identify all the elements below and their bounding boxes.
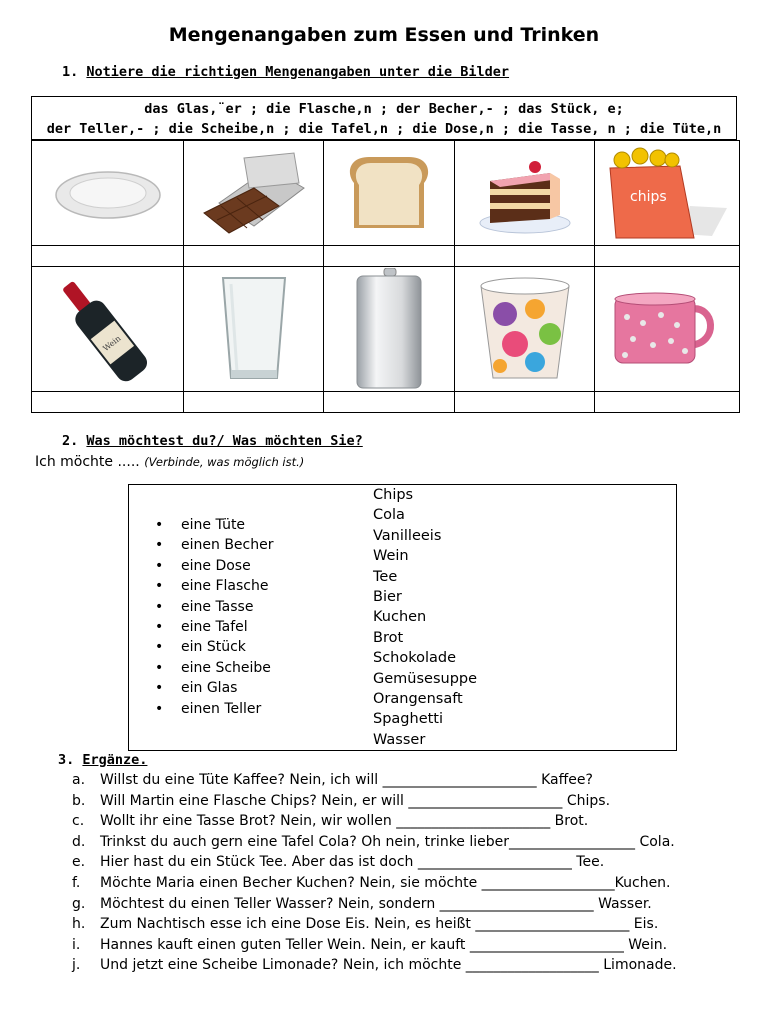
quantity-item: • ein Glas	[155, 678, 273, 698]
answer-cell[interactable]	[184, 246, 324, 267]
quantity-item: • ein Stück	[155, 637, 273, 657]
quantity-list	[155, 515, 273, 719]
picture-cell-chocolate	[184, 141, 324, 246]
mug-icon	[607, 289, 727, 369]
vocab-line-1: das Glas,¨er ; die Flasche,n ; der Becher,- ; das Stück, e;	[144, 101, 624, 117]
exercise-item-text[interactable]: Willst du eine Tüte Kaffee? Nein, ich will ______________________ Kaffee?	[100, 772, 593, 788]
exercise-item-letter: e.	[72, 854, 86, 871]
wine-label-text: Wein	[100, 333, 123, 353]
section-3-number: 3.	[58, 752, 75, 768]
exercise-3-list	[72, 770, 762, 976]
food-item: Wein	[373, 548, 409, 565]
answer-cell[interactable]	[455, 392, 595, 413]
answer-cell[interactable]	[595, 246, 740, 267]
prompt-hint: (Verbinde, was möglich ist.)	[144, 455, 305, 469]
picture-cell-glass	[184, 267, 324, 392]
exercise-item-text[interactable]: Möchtest du einen Teller Wasser? Nein, sondern ______________________ Wasser.	[100, 895, 652, 912]
chips-bag-icon	[602, 146, 732, 241]
exercise-item-letter: h.	[72, 916, 86, 933]
section-3-heading-text: Ergänze.	[82, 752, 148, 768]
picture-cell-plate	[32, 141, 184, 246]
exercise-item	[72, 852, 762, 873]
wine-bottle-icon	[48, 272, 168, 387]
section-2-heading	[62, 433, 363, 449]
food-item: Wasser	[373, 731, 426, 748]
exercise-item-text[interactable]: Hier hast du ein Stück Tee. Aber das ist doch ______________________ Tee.	[100, 854, 605, 871]
exercise-item	[72, 955, 762, 976]
glass-icon	[219, 274, 289, 384]
food-item: Kuchen	[373, 609, 427, 626]
food-item: Tee	[373, 568, 398, 585]
food-item: Orangensaft	[373, 690, 463, 707]
exercise-item-letter: j.	[72, 957, 81, 974]
section-2-prompt	[35, 454, 304, 470]
answer-cell[interactable]	[32, 246, 184, 267]
exercise-item-text[interactable]: Und jetzt eine Scheibe Limonade? Nein, ich möchte ___________________ Limonade.	[100, 957, 677, 974]
section-3-heading	[58, 752, 147, 768]
picture-cell-cake	[455, 141, 595, 246]
food-item: Vanilleeis	[373, 527, 442, 544]
quantity-item: • eine Dose	[155, 556, 273, 576]
exercise-item-letter: f.	[72, 874, 81, 891]
exercise-item	[72, 935, 762, 956]
exercise-item	[72, 791, 762, 812]
picture-cell-can	[324, 267, 455, 392]
exercise-item-letter: d.	[72, 833, 86, 850]
answer-cell[interactable]	[184, 392, 324, 413]
quantity-item: • eine Flasche	[155, 576, 273, 596]
picture-cell-cup	[455, 267, 595, 392]
quantity-item: • einen Becher	[155, 535, 273, 555]
vocab-line-2: der Teller,- ; die Scheibe,n ; die Tafel,n ; die Dose,n ; die Tasse, n ; die Tüte,n	[46, 121, 722, 137]
exercise-item	[72, 770, 762, 791]
quantity-item: • eine Tasse	[155, 597, 273, 617]
matching-box	[128, 484, 677, 751]
exercise-item-text[interactable]: Wollt ihr eine Tasse Brot? Nein, wir wollen ______________________ Brot.	[100, 813, 589, 830]
quantity-item: • einen Teller	[155, 699, 273, 719]
exercise-item	[72, 894, 762, 915]
vocabulary-box	[31, 96, 737, 140]
cake-piece-icon	[475, 151, 575, 236]
paper-cup-icon	[475, 274, 575, 384]
quantity-item: • eine Scheibe	[155, 658, 273, 678]
food-item: Brot	[373, 629, 404, 646]
exercise-item	[72, 832, 762, 853]
section-2-number: 2.	[62, 433, 79, 449]
food-item: Schokolade	[373, 650, 457, 667]
prompt-text: Ich möchte .....	[35, 454, 140, 470]
food-list	[373, 485, 477, 750]
section-1-number: 1.	[62, 64, 79, 80]
plate-icon	[53, 163, 163, 223]
section-1-heading	[62, 64, 509, 80]
food-item: Cola	[373, 507, 405, 524]
food-item: Bier	[373, 588, 402, 605]
exercise-item-text[interactable]: Will Martin eine Flasche Chips? Nein, er will ______________________ Chips.	[100, 792, 611, 809]
exercise-item-text[interactable]: Trinkst du auch gern eine Tafel Cola? Oh nein, trinke lieber__________________ Cola.	[100, 833, 675, 850]
picture-cell-chips	[595, 141, 740, 246]
answer-cell[interactable]	[455, 246, 595, 267]
chocolate-bar-icon	[199, 148, 309, 238]
answer-cell[interactable]	[324, 246, 455, 267]
answer-cell[interactable]	[32, 392, 184, 413]
answer-cell[interactable]	[595, 392, 740, 413]
exercise-item	[72, 914, 762, 935]
picture-cell-mug	[595, 267, 740, 392]
quantity-item: • eine Tüte	[155, 515, 273, 535]
picture-grid	[31, 140, 740, 413]
exercise-item-text[interactable]: Möchte Maria einen Becher Kuchen? Nein, sie möchte ___________________Kuchen.	[100, 874, 671, 891]
bread-slice-icon	[344, 153, 434, 233]
exercise-item-letter: g.	[72, 895, 86, 912]
exercise-item	[72, 873, 762, 894]
section-1-heading-text: Notiere die richtigen Mengenangaben unter die Bilder	[86, 64, 510, 80]
chips-bag-text: chips	[630, 188, 667, 205]
exercise-item	[72, 811, 762, 832]
food-item: Gemüsesuppe	[373, 670, 478, 687]
exercise-item-letter: c.	[72, 813, 85, 830]
exercise-item-text[interactable]: Zum Nachtisch esse ich eine Dose Eis. Nein, es heißt ______________________ Eis.	[100, 916, 659, 933]
picture-cell-bread	[324, 141, 455, 246]
food-item: Chips	[373, 487, 414, 503]
can-icon	[354, 268, 424, 390]
exercise-item-letter: a.	[72, 772, 86, 788]
picture-cell-wine	[32, 267, 184, 392]
quantity-item: • eine Tafel	[155, 617, 273, 637]
exercise-item-letter: b.	[72, 792, 86, 809]
exercise-item-text[interactable]: Hannes kauft einen guten Teller Wein. Nein, er kauft ______________________ Wein.	[100, 936, 668, 953]
page-title: Mengenangaben zum Essen und Trinken	[168, 24, 600, 46]
answer-cell[interactable]	[324, 392, 455, 413]
food-item: Spaghetti	[373, 711, 444, 728]
section-2-heading-text: Was möchtest du?/ Was möchten Sie?	[86, 433, 363, 449]
exercise-item-letter: i.	[72, 936, 81, 953]
